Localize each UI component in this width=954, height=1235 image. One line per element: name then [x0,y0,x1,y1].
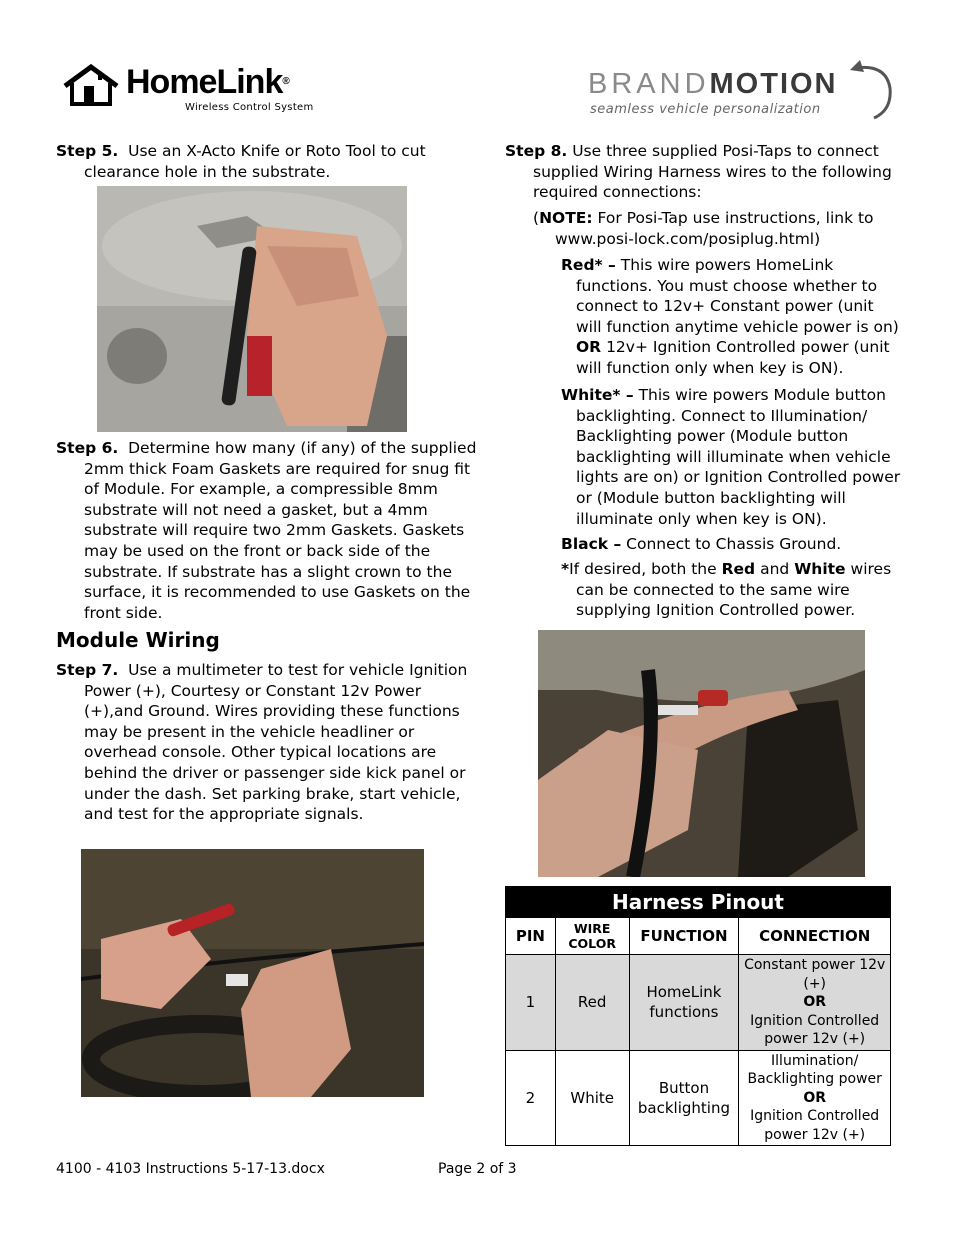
header-pin: PIN [506,918,556,955]
step-5-label: Step 5. [56,142,119,160]
footer-page-number: Page 2 of 3 [438,1161,517,1177]
wire-black-text: Connect to Chassis Ground. [626,535,842,553]
step-6-label: Step 6. [56,439,119,457]
note-text: For Posi-Tap use instructions, link to [597,209,874,227]
registered-mark: ® [282,76,289,87]
row-1-function: HomeLink functions [629,955,739,1051]
footnote-text-1: If desired, both the [569,560,717,578]
header-color: COLOR [568,936,616,951]
step-7-label: Step 7. [56,661,119,679]
header-wire-color [555,918,629,955]
note-url: www.posi-lock.com/posiplug.html) [555,229,821,248]
photo-multimeter-test [81,849,424,1097]
footnote-star: * [561,560,570,578]
row-1-connection [739,955,891,1051]
harness-pinout-table [505,886,891,1146]
photo-wiring-harness [538,630,865,877]
wire-black-description [561,534,901,555]
footnote [561,559,901,621]
footnote-red: Red [721,560,756,578]
brandmotion-logo-part2: MOTION [709,68,838,100]
table-header-row [506,918,891,955]
note [533,208,903,249]
row-1-or: OR [803,994,827,1010]
step-6-text: Determine how many (if any) of the supplied 2mm thick Foam Gaskets are required for snug fit of Module. For example, a compressible 8mm substrate will not need a gasket, but a 4mm substrate will require two 2mm Gaskets. Gaskets may be used on the front or back side of the substrate. If substrate has a slight crown to the surface, it is recommended to use Gaskets on the front side. [84,439,477,622]
row-2-color: White [555,1050,629,1146]
header-wire: WIRE [573,921,611,936]
section-title-module-wiring: Module Wiring [56,628,220,652]
wire-red-text-1: This wire powers HomeLink functions. You must choose whether to connect to 12v+ Constant power (unit will function anytime vehicle power is on) [576,256,899,336]
house-icon [62,64,120,108]
brandmotion-tagline: seamless vehicle personalization [590,102,821,117]
footnote-text-2: wires can be connected to the same wire supplying Ignition Controlled power. [576,560,892,620]
wire-red-or: OR [576,338,602,357]
row-2-connection-a: Illumination/ Backlighting power [747,1052,882,1087]
step-8-label: Step 8. [505,142,568,160]
wire-white-description [561,385,901,529]
step-5 [56,141,478,182]
header-function: FUNCTION [629,918,739,955]
row-1-pin: 1 [506,955,556,1051]
wire-white-label: White* – [561,386,634,404]
homelink-tagline: Wireless Control System [185,102,314,113]
table-row [506,955,891,1051]
row-1-connection-a: Constant power 12v (+) [744,957,886,992]
row-2-connection [739,1050,891,1146]
row-2-function: Button backlighting [629,1050,739,1146]
row-1-connection-b: Ignition Controlled power 12v (+) [750,1012,880,1047]
swoosh-icon [846,56,902,122]
table-row [506,1050,891,1146]
homelink-logo-text: HomeLink [126,63,283,101]
brandmotion-logo [584,56,902,122]
row-2-or: OR [803,1089,827,1106]
footnote-white: White [794,560,846,578]
header-connection: CONNECTION [739,918,891,955]
wire-red-description [561,255,901,379]
footer-filename: 4100 - 4103 Instructions 5-17-13.docx [56,1161,325,1177]
row-2-connection-b: Ignition Controlled power 12v (+) [750,1108,880,1143]
note-paren: ( [533,209,540,227]
wire-black-label: Black – [561,535,622,553]
homelink-logo [62,62,332,122]
step-5-text: Use an X-Acto Knife or Roto Tool to cut clearance hole in the substrate. [84,142,426,181]
step-7 [56,660,478,825]
row-1-color: Red [555,955,629,1051]
step-7-text: Use a multimeter to test for vehicle Ignition Power (+), Courtesy or Constant 12v Power (+),and Ground. Wires providing these functions may be present in the vehicle headliner or overhead console. Other typical locations are behind the driver or passenger side kick panel or under the dash. Set parking brake, start vehicle, and test for the appropriate signals. [84,661,468,824]
photo-cutting-substrate [97,186,407,432]
row-2-pin: 2 [506,1050,556,1146]
table-title: Harness Pinout [506,887,891,918]
footnote-and: and [760,560,790,578]
note-label: NOTE: [539,209,593,227]
step-8-text: Use three supplied Posi-Taps to connect supplied Wiring Harness wires to the following required connections: [533,142,892,202]
wire-red-label: Red* – [561,256,616,274]
step-6 [56,438,478,623]
step-8 [505,141,895,203]
brandmotion-logo-part1: BRAND [588,68,710,100]
wire-white-text: This wire powers Module button backlighting. Connect to Illumination/ Backlighting power (Module button backlighting will illuminate when vehicle lights are on) or Ignition Controlled power or (Module button backlighting will illuminate only when key is ON). [576,386,901,528]
wire-red-text-2: 12v+ Ignition Controlled power (unit will function only when key is ON). [576,338,890,377]
